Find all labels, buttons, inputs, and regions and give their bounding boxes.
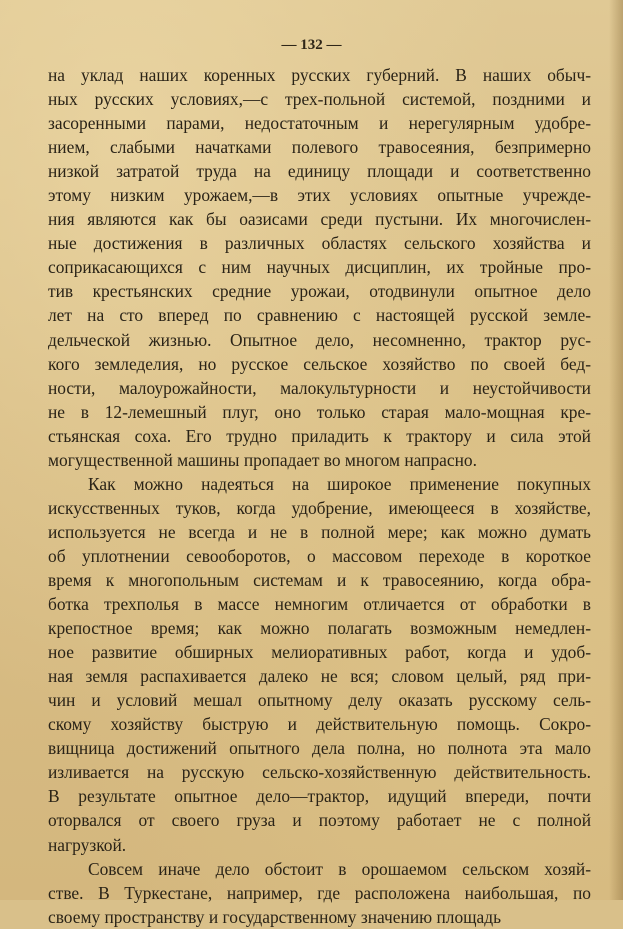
text-line: используется не всегда и не в полной мере; как можно думать bbox=[48, 521, 591, 542]
text-line: дельческой жизнью. Опытное дело, несомненно, трактор рус- bbox=[48, 329, 591, 350]
text-line: ботка трехполья в массе немногим отличается от обработки в bbox=[48, 594, 591, 615]
text-line: этому низким урожаем,—в этих условиях опытные учрежде- bbox=[48, 185, 591, 206]
text-line: могущественной машины пропадает во многом напрасно. bbox=[48, 449, 477, 470]
text-line: соприкасающихся с ним научных дисциплин, их тройные про- bbox=[48, 257, 591, 278]
text-line: ния являются как бы оазисами среди пустыни. Их многочислен- bbox=[48, 209, 591, 230]
text-line: засоренными парами, недостаточным и нерегулярным удобре- bbox=[48, 113, 591, 134]
text-line: чин и условий мешал опытному делу оказать русскому сель- bbox=[48, 690, 591, 711]
text-line: низкой затратой труда на единицу площади и соответственно bbox=[48, 161, 591, 182]
text-line: нием, слабыми начатками полевого травосеяния, безпримерно bbox=[48, 137, 591, 158]
text-line: тив крестьянских средние урожаи, отодвинули опытное дело bbox=[48, 281, 591, 302]
text-line: вищница достижений опытного дела полна, но полнота эта мало bbox=[48, 738, 591, 759]
paragraph bbox=[48, 63, 591, 472]
text-line: ные достижения в различных областях сельского хозяйства и bbox=[48, 233, 591, 254]
paragraph bbox=[48, 857, 591, 929]
text-line: ных русских условиях,—с трех-польной системой, поздними и bbox=[48, 89, 591, 110]
paragraph bbox=[48, 472, 591, 857]
text-line: В результате опытное дело—трактор, идущий впереди, почти bbox=[48, 786, 591, 807]
text-line: скому хозяйству быструю и действительную помощь. Сокро- bbox=[48, 714, 591, 735]
text-line: нагрузкой. bbox=[48, 834, 127, 855]
text-line: ное развитие обширных мелиоративных работ, когда и удоб- bbox=[48, 642, 591, 663]
text-line: крепостное время; как можно полагать возможным немедлен- bbox=[48, 618, 591, 639]
text-line: об уплотнении севооборотов, о массовом переходе в короткое bbox=[48, 545, 591, 566]
text-line: изливается на русскую сельско-хозяйственную действительность. bbox=[48, 762, 591, 783]
text-line: своему пространству и государственному значению площадь bbox=[48, 906, 502, 927]
text-line: на уклад наших коренных русских губерний. В наших обыч- bbox=[48, 65, 591, 85]
text-line: не в 12-лемешный плуг, оно только старая мало-мощная кре- bbox=[48, 401, 591, 422]
text-line: Совсем иначе дело обстоит в орошаемом сельском хозяй- bbox=[88, 858, 591, 879]
text-line: стве. В Туркестане, например, где расположена наибольшая, по bbox=[48, 882, 591, 903]
text-line: оторвался от своего груза и поэтому работает не с полной bbox=[48, 810, 591, 831]
text-line: ная земля распахивается далеко не вся; словом целый, ряд при- bbox=[48, 666, 591, 687]
text-line: лет на сто вперед по сравнению с настоящей русской земле- bbox=[48, 305, 591, 326]
text-line: стьянская соха. Его трудно приладить к трактору и сила этой bbox=[48, 425, 591, 446]
text-line: время к многопольным системам и к травосеянию, когда обра- bbox=[48, 569, 591, 590]
body-text bbox=[48, 63, 591, 929]
text-line: искусственных туков, когда удобрение, имеющееся в хозяйстве, bbox=[48, 497, 591, 518]
text-line: ности, малоурожайности, малокультурности и неустойчивости bbox=[48, 377, 591, 398]
page-number: — 132 — bbox=[281, 37, 342, 53]
text-line: Как можно надеяться на широкое применение покупных bbox=[88, 473, 591, 494]
text-line: кого земледелия, но русское сельское хозяйство по своей бед- bbox=[48, 353, 591, 374]
